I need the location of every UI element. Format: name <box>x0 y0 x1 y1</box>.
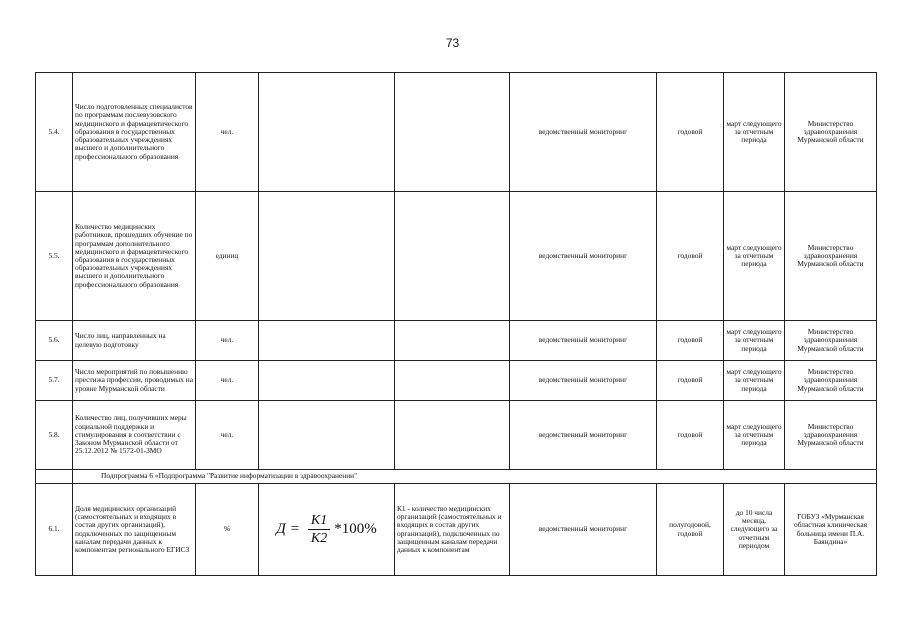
source-cell: ведомственный мониторинг <box>510 321 657 361</box>
row-number: 5.7. <box>36 361 73 401</box>
table-row <box>36 484 877 576</box>
unit-cell: чел. <box>196 401 259 470</box>
description-cell <box>395 361 510 401</box>
unit-cell: единиц <box>196 192 259 321</box>
indicator-name: Доля медицинских организаций (самостоятельных и входящих в состав других организаций), подключенных по защищенным каналам передачи данных к компонентам регионального ЕГИСЗ <box>73 484 196 576</box>
responsible-cell: Министерство здравоохранения Мурманской области <box>785 73 877 192</box>
table-row <box>36 321 877 361</box>
period-cell: годовой <box>657 73 724 192</box>
source-cell: ведомственный мониторинг <box>510 484 657 576</box>
period-cell: годовой <box>657 361 724 401</box>
indicators-table <box>35 72 877 576</box>
term-cell: март следующего за отчетным периода <box>724 73 785 192</box>
subprogram-title: Подпрограмма 6 «Подпрограмма "Развитие информатизации в здравоохранении" <box>73 470 877 484</box>
period-cell: полугодовой, годовой <box>657 484 724 576</box>
table-row <box>36 361 877 401</box>
term-cell: март следующего за отчетным периода <box>724 321 785 361</box>
page-number: 73 <box>445 36 460 50</box>
term-cell: до 10 числа месяца, следующего за отчетным периодом <box>724 484 785 576</box>
unit-cell: % <box>196 484 259 576</box>
source-cell: ведомственный мониторинг <box>510 192 657 321</box>
description-cell <box>395 73 510 192</box>
formula-cell <box>259 192 395 321</box>
table-row <box>36 73 877 192</box>
table-row <box>36 401 877 470</box>
term-cell: март следующего за отчетным периода <box>724 361 785 401</box>
description-cell <box>395 321 510 361</box>
formula-tail: *100% <box>334 521 377 538</box>
description-cell: К1 - количество медицинских организаций (самостоятельных и входящих в состав других организаций), подключенных по защищенным каналам передачи данных к компонентам <box>395 484 510 576</box>
formula-cell <box>259 361 395 401</box>
indicator-name: Число мероприятий по повышению престижа профессии, проводимых на уровне Мурманской области <box>73 361 196 401</box>
formula-cell <box>259 321 395 361</box>
row-number: 5.4. <box>36 73 73 192</box>
responsible-cell: Министерство здравоохранения Мурманской области <box>785 321 877 361</box>
description-cell <box>395 401 510 470</box>
formula-cell <box>259 484 395 576</box>
unit-cell: чел. <box>196 361 259 401</box>
term-cell: март следующего за отчетным периода <box>724 192 785 321</box>
term-cell: март следующего за отчетным периода <box>724 401 785 470</box>
subprogram-num-cell <box>36 470 73 484</box>
formula-numerator: K1 <box>308 512 330 530</box>
source-cell: ведомственный мониторинг <box>510 401 657 470</box>
period-cell: годовой <box>657 401 724 470</box>
source-cell: ведомственный мониторинг <box>510 73 657 192</box>
period-cell: годовой <box>657 321 724 361</box>
description-cell <box>395 192 510 321</box>
row-number: 5.6. <box>36 321 73 361</box>
period-cell: годовой <box>657 192 724 321</box>
formula-equals: = <box>289 521 300 538</box>
responsible-cell: Министерство здравоохранения Мурманской области <box>785 401 877 470</box>
responsible-cell: ГОБУЗ «Мурманская областная клиническая больница имени П.А. Баяндина» <box>785 484 877 576</box>
formula-fraction <box>308 512 330 547</box>
indicator-name: Количество лиц, получивших меры социальной поддержки и стимулирования в соответствии с Законом Мурманской области от 25.12.2012 № 1572-01-ЗМО <box>73 401 196 470</box>
formula-cell <box>259 73 395 192</box>
responsible-cell: Министерство здравоохранения Мурманской области <box>785 361 877 401</box>
indicator-name: Число лиц, направленных на целевую подготовку <box>73 321 196 361</box>
source-cell: ведомственный мониторинг <box>510 361 657 401</box>
row-number: 6.1. <box>36 484 73 576</box>
row-number: 5.5. <box>36 192 73 321</box>
formula-denominator: K2 <box>310 531 328 546</box>
formula <box>261 512 392 547</box>
table-row <box>36 192 877 321</box>
subprogram-row <box>36 470 877 484</box>
unit-cell: чел. <box>196 321 259 361</box>
indicator-name: Число подготовленных специалистов по программам послевузовского медицинского и фармацевтического образования в государственных образовательных учреждениях высшего и дополнительного профессионального образования <box>73 73 196 192</box>
formula-lhs: Д <box>276 521 286 538</box>
indicator-name: Количество медицинских работников, прошедших обучение по программам дополнительного медицинского и фармацевтического образования в государственных образовательных учреждениях высшего и дополнительного профессионального образования <box>73 192 196 321</box>
responsible-cell: Министерство здравоохранения Мурманской области <box>785 192 877 321</box>
formula-cell <box>259 401 395 470</box>
unit-cell: чел. <box>196 73 259 192</box>
row-number: 5.8. <box>36 401 73 470</box>
